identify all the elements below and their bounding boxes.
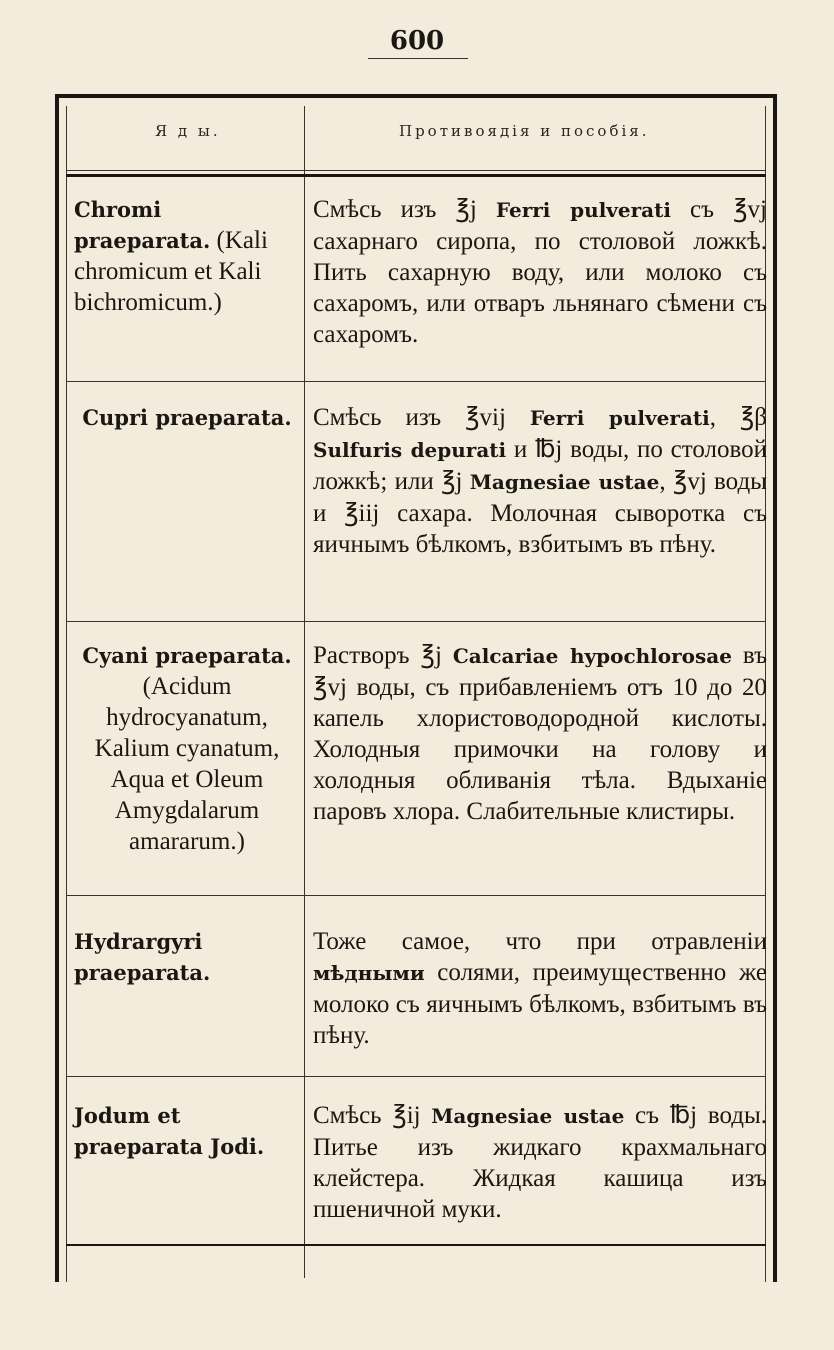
poison-name: Jodum et praeparata Jodi. <box>74 1103 265 1159</box>
remedy-text: , ℥β <box>709 404 768 431</box>
remedy-drug: Sulfuris depurati <box>313 438 507 462</box>
poison-name: Hydrargyri praeparata. <box>74 929 211 985</box>
remedy-text: , ℥vj воды и ℥iij сахара. Молочная сыворотка съ яичнымъ бѣлкомъ, взбитымъ въ пѣну. <box>313 468 767 558</box>
poison-cell <box>74 1100 300 1162</box>
poison-name: Cupri praeparata. <box>82 405 292 430</box>
remedy-cell <box>313 194 767 350</box>
remedy-drug: Ferri pulverati <box>495 198 671 222</box>
inner-border-left <box>66 106 67 1282</box>
poison-cell <box>74 402 300 433</box>
remedy-cell <box>313 926 767 1051</box>
poison-cell <box>74 640 300 857</box>
page-number-rule <box>368 58 468 59</box>
row-divider <box>66 895 766 896</box>
remedy-text: Смѣсь ℥ij <box>313 1102 432 1129</box>
table-bottom-rule <box>66 1244 766 1246</box>
row-divider <box>66 621 766 622</box>
header-rule-top <box>66 170 766 171</box>
header-poisons: Я д ы. <box>155 122 221 140</box>
remedy-text: съ ℔j воды. Питье изъ жидкаго крахмальнаго клейстера. Жидкая кашица изъ пшеничной муки. <box>313 1102 768 1223</box>
remedy-text: и ℔j воды, по столовой ложкѣ; или ℥j <box>313 436 767 495</box>
remedy-text: солями, преимущественно же молоко съ яичнымъ бѣлкомъ, взбитымъ въ пѣну. <box>313 959 767 1049</box>
poison-note: (Kali chromicum et Kali bichromicum.) <box>74 227 268 316</box>
antidote-table <box>55 94 777 1282</box>
poison-note: (Acidum hydrocyanatum, Kalium cyanatum, Aqua et Oleum Amygdalarum amararum.) <box>94 673 280 855</box>
remedy-text: въ ℥vj воды, съ прибавленіемъ отъ 10 до 20 капель хлористоводородной кислоты. Холодныя примочки на голову и холодныя обливанія тѣла. Вдыханіе паровъ хлора. Слабительные клистиры. <box>313 642 767 825</box>
remedy-text: Смѣсь изъ ℥j <box>313 196 496 223</box>
remedy-drug: Magnesiae ustae <box>431 1104 625 1128</box>
poison-name: Chromi praeparata. <box>74 197 211 253</box>
remedy-drug: Magnesiae ustae <box>469 470 660 494</box>
remedy-drug: Calcariae hypochlorosae <box>452 644 732 668</box>
column-divider <box>304 106 305 1278</box>
remedy-text: Тоже самое, что при отравленіи <box>313 928 767 955</box>
remedy-text: съ ℥vj сахарнаго сиропа, по столовой ложкѣ. Пить сахарную воду, или молоко съ сахаромъ, или отваръ льнянаго сѣмени съ сахаромъ. <box>313 196 767 348</box>
poison-cell <box>74 926 300 988</box>
poison-name: Cyani praeparata. <box>82 643 292 668</box>
header-rule-bottom <box>66 174 766 177</box>
remedy-cell <box>313 1100 767 1225</box>
row-divider <box>66 381 766 382</box>
header-antidotes: Противоядія и пособія. <box>399 122 650 140</box>
remedy-drug: Ferri pulverati <box>529 406 710 430</box>
remedy-cell <box>313 402 767 560</box>
poison-cell <box>74 194 300 318</box>
remedy-text: Растворъ ℥j <box>313 642 453 669</box>
remedy-cell <box>313 640 767 827</box>
remedy-drug: мѣдными <box>313 961 425 985</box>
row-divider <box>66 1076 766 1077</box>
page-number: 600 <box>389 26 445 56</box>
remedy-text: Смѣсь изъ ℥vij <box>313 404 530 431</box>
